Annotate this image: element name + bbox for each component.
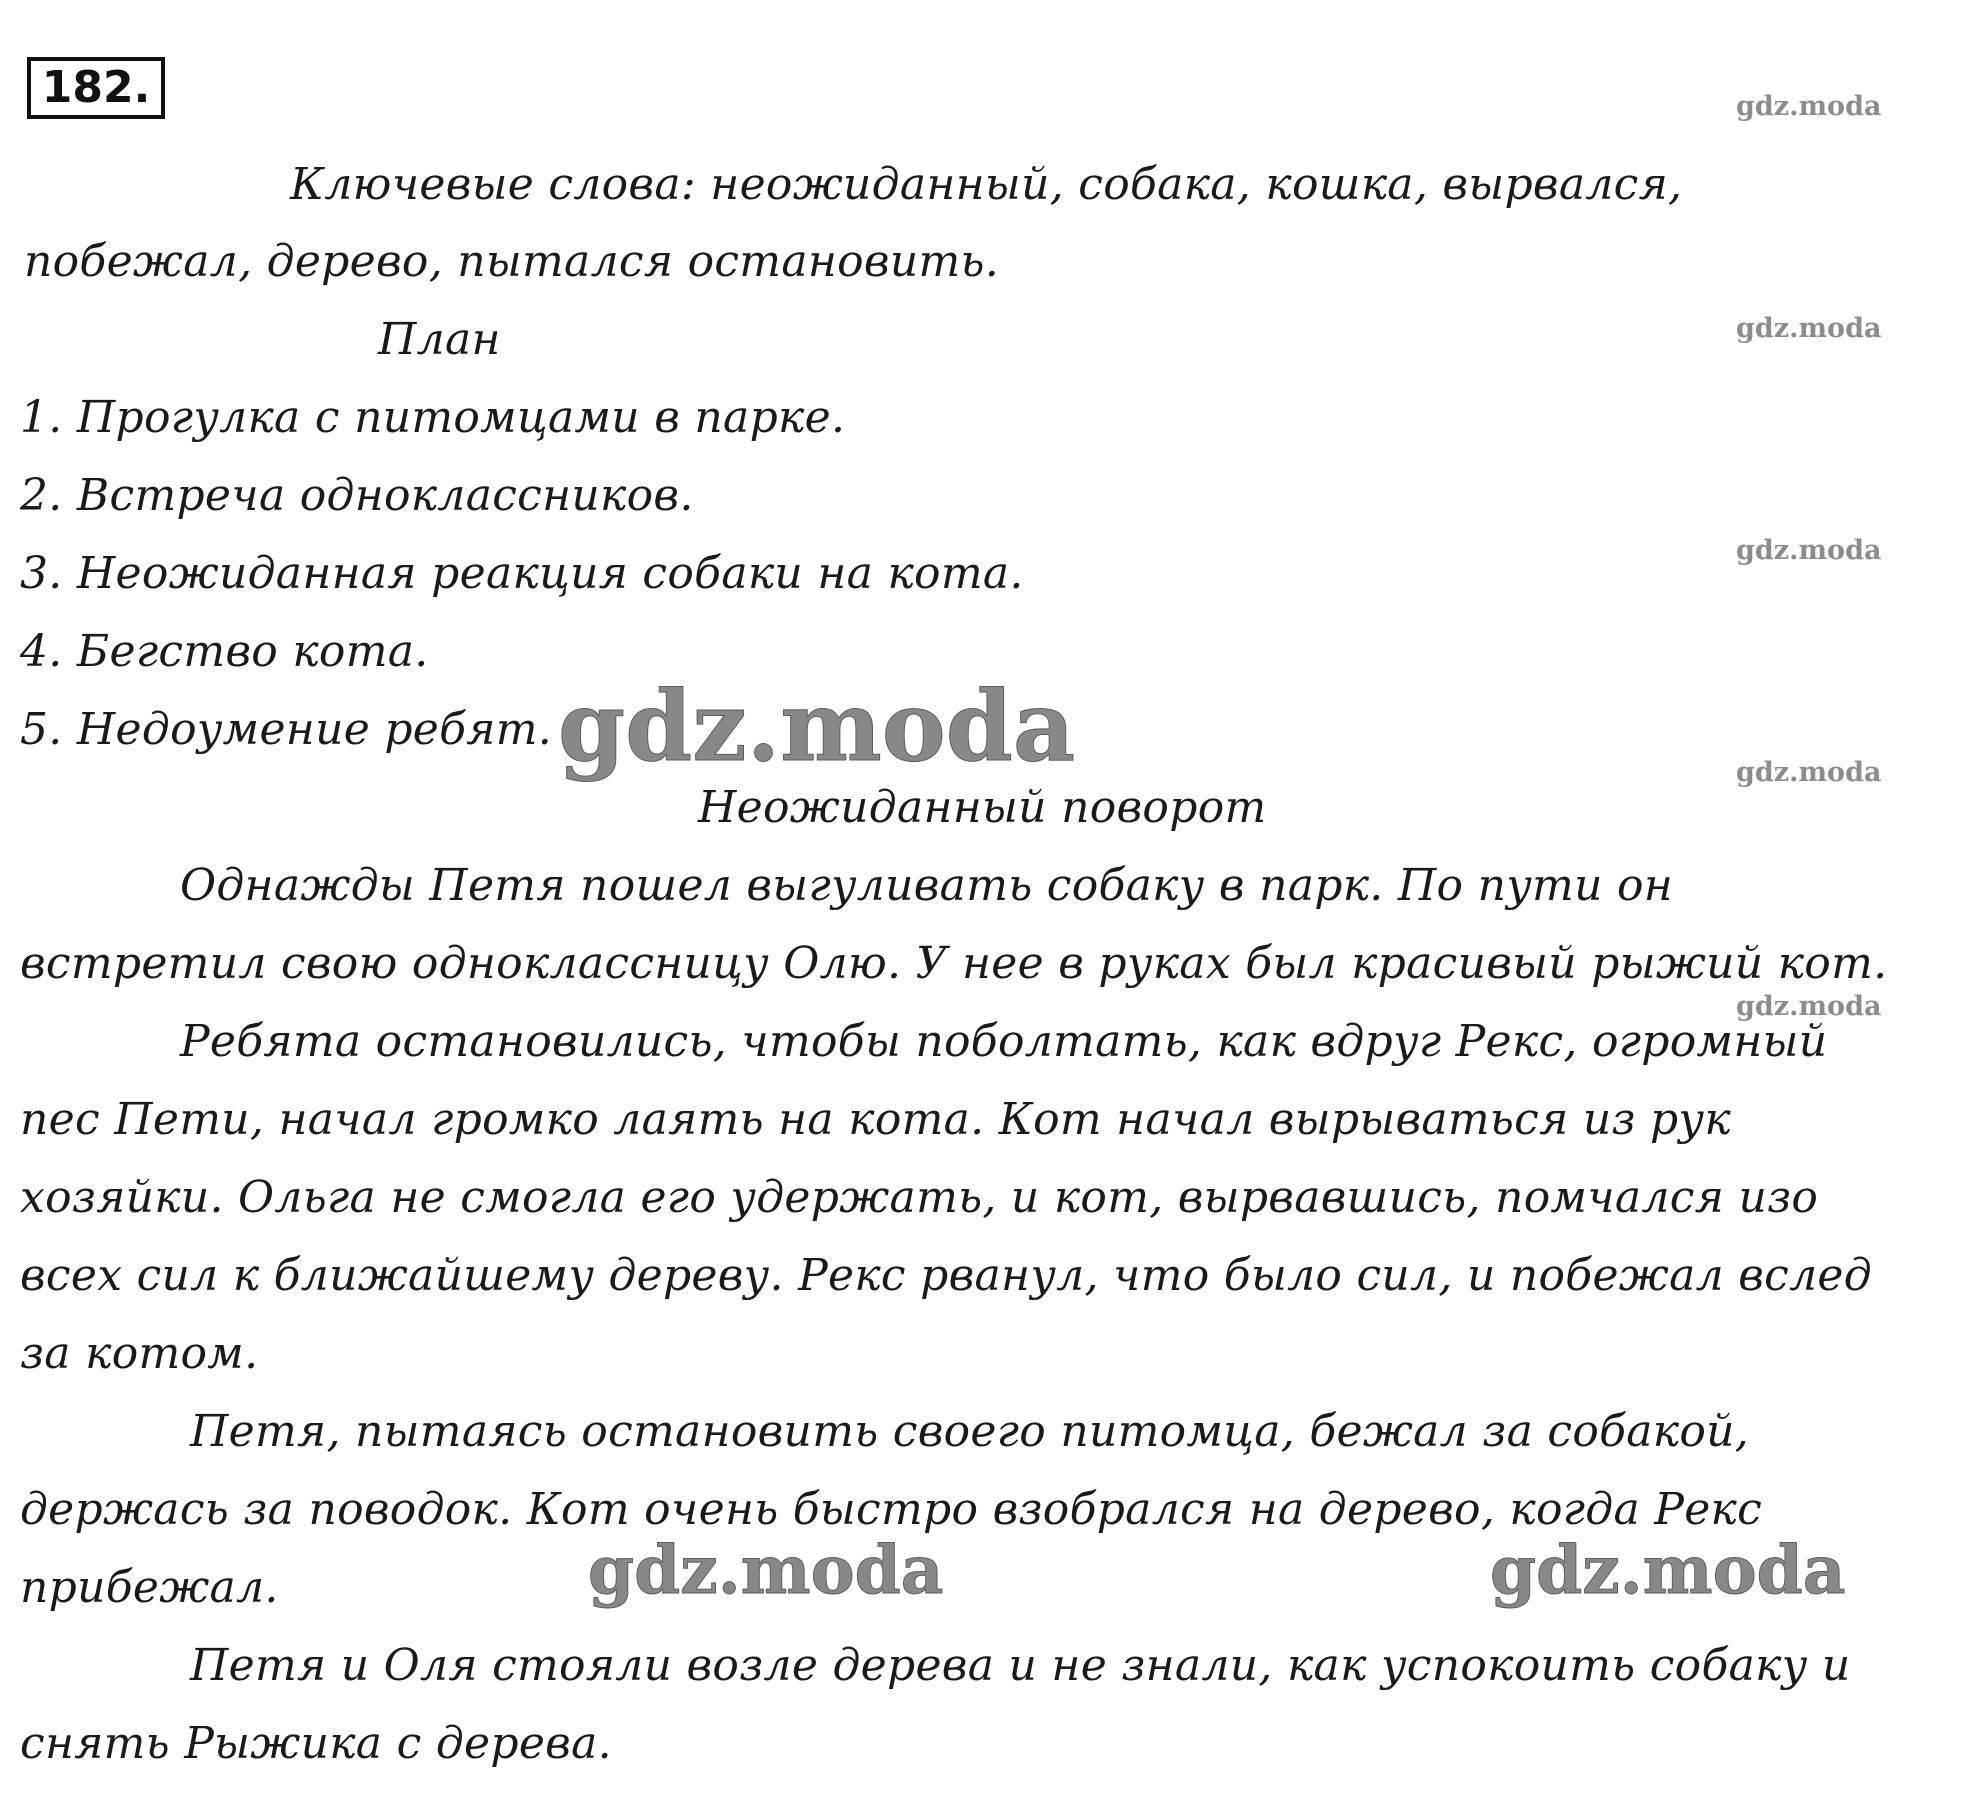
watermark-small: gdz.moda [1736,91,1882,122]
story-line: прибежал. [20,1562,279,1613]
task-number: 182. [27,57,165,119]
watermark-small: gdz.moda [1736,757,1882,788]
story-line: Ребята остановились, чтобы поболтать, как вдруг Рекс, огромный [180,1016,1828,1067]
plan-item: 2. Встреча одноклассников. [20,470,694,521]
plan-item: 1. Прогулка с питомцами в парке. [20,392,846,443]
story-line: всех сил к ближайшему дереву. Рекс рванул, что было сил, и побежал вслед [20,1250,1872,1301]
keywords-line: побежал, дерево, пытался остановить. [24,236,1000,287]
story-line: Петя, пытаясь остановить своего питомца, бежал за собакой, [190,1406,1750,1457]
watermark-large: gdz.moda [588,1531,944,1609]
story-line: держась за поводок. Кот очень быстро взобрался на дерево, когда Рекс [20,1484,1763,1535]
plan-heading: План [378,314,501,365]
story-line: встретил свою одноклассницу Олю. У нее в руках был красивый рыжий кот. [20,938,1888,989]
plan-item: 3. Неожиданная реакция собаки на кота. [20,548,1024,599]
watermark-small: gdz.moda [1736,313,1882,344]
story-line: хозяйки. Ольга не смогла его удержать, и кот, вырвавшись, помчался изо [20,1172,1819,1223]
story-line: пес Пети, начал громко лаять на кота. Кот начал вырываться из рук [20,1094,1731,1145]
plan-item: 4. Бегство кота. [20,626,429,677]
watermark-small: gdz.moda [1736,535,1882,566]
plan-item: 5. Недоумение ребят. [20,704,553,755]
watermark-large: gdz.moda [1490,1531,1846,1609]
story-line: снять Рыжика с дерева. [20,1718,612,1769]
story-line: за котом. [20,1328,259,1379]
watermark-large: gdz.moda [558,670,1076,783]
story-line: Петя и Оля стояли возле дерева и не знали, как успокоить собаку и [190,1640,1851,1691]
story-title: Неожиданный поворот [698,782,1267,833]
watermark-small: gdz.moda [1736,991,1882,1022]
keywords-line: Ключевые слова: неожиданный, собака, кошка, вырвался, [290,159,1683,210]
story-line: Однажды Петя пошел выгуливать собаку в парк. По пути он [180,860,1674,911]
